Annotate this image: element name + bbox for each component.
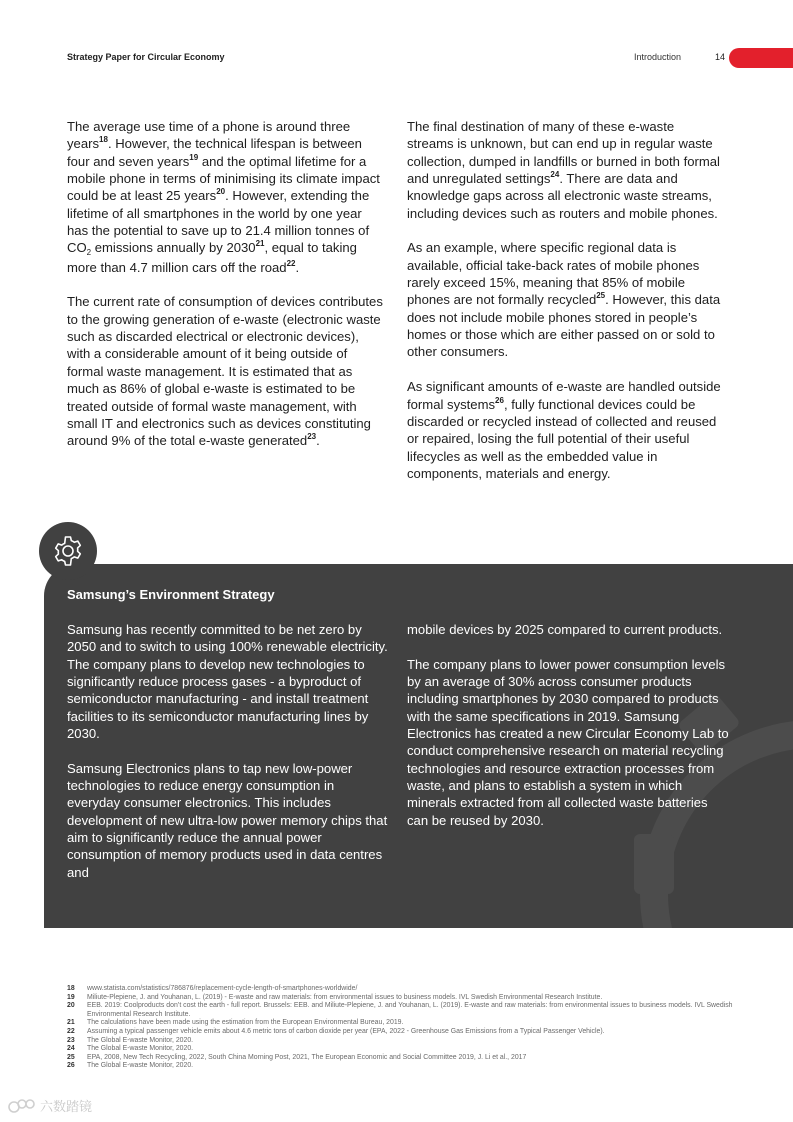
footnote-ref[interactable]: 18 [99,135,108,145]
samsung-strategy-box [44,564,793,928]
footnote-item: 25 EPA, 2008, New Tech Recycling, 2022, South China Morning Post, 2021, The European Economic and Social Committee 2019, J. Li et al., 2017 [67,1053,527,1061]
footnote-item: 24 The Global E-waste Monitor, 2020. [67,1045,194,1053]
gear-badge [39,522,97,580]
footnotes [67,985,735,1071]
watermark-logo-icon [8,1098,36,1114]
footnote-ref[interactable]: 20 [216,187,226,197]
footnote-item: 20 EEB. 2019: Coolproducts don’t cost the earth - full report. Brussels: EEB. and Miliute-Plepiene, J. and Youhanan, L. (2019). E-waste and raw materials: from environmental issues to business models. IVL Swedish Environmental Research Institute. [67,1002,733,1018]
left-text-column [67,118,383,467]
footnote-item: 22 Assuming a typical passenger vehicle emits about 4.6 metric tons of carbon dioxide per year (EPA, 2022 - Greenhouse Gas Emissions from a Typical Passenger Vehicle). [67,1027,605,1035]
box-right-column [407,621,729,846]
right-text-column [407,118,723,500]
footnote-ref[interactable]: 19 [189,152,199,162]
footnote-ref[interactable]: 23 [307,432,317,442]
subscript: 2 [86,248,92,258]
box-paragraph: The company plans to lower power consumption levels by an average of 30% across consumer products including smartphones by 2030 compared to products with the same specifications in 2019. Samsung Electronics has created a new Circular Economy Lab to conduct comprehensive research on material recycling technologies and resource extraction processes from waste, and plans to establish a system in which minerals extracted from all collected waste batteries can be reused by 2030. [407,656,729,828]
footnote-ref[interactable]: 24 [550,170,560,180]
section-accent-tab [729,48,793,68]
box-paragraph: Samsung Electronics plans to tap new low-power technologies to reduce energy consumption in everyday consumer electronics. This includes development of new ultra-low power memory chips that aim to significantly reduce the annual power consumption of memory products used in data centres and [67,760,388,880]
paragraph-take-back-rates: As an example, where specific regional data is available, official take-back rates of mobile phones rarely exceed 15%, meaning that 85% of mobile phones are not formally recycled$^{25}$. However, this data does not include mobile phones stored in people’s homes or those which are either passed on or sold to other consumers. [407,240,721,360]
footnote-item: 26 The Global E-waste Monitor, 2020. [67,1062,194,1070]
section-label: Introduction [634,52,682,62]
paragraph-phone-lifetime: The average use time of a phone is around three years$^{18}$. However, the technical lifespan is between four and seven years$^{19}$ and the optimal lifetime for a mobile phone in terms of minimising its climate impact could be at least 25 years$^{20}$. However, extending the lifetime of all smartphones in the world by one year has the potential to save up to 21.4 million tonnes of $CO_2$ emissions annually by 2030$^{21}$, equal to taking more than 4.7 million cars off the road$^{22}$. [67,119,380,275]
paragraph-ewaste-destination: The final destination of many of these e-waste streams is unknown, but can end up in regular waste collection, dumped in landfills or burned in both formal and unregulated settings$^{24}$. There are data and knowledge gaps across all electronic waste streams, including devices such as routers and mobile phones. [407,119,720,221]
watermark [8,1096,92,1115]
footnote-ref[interactable]: 21 [255,239,265,249]
footnote-item: 19 Miliute-Plepiene, J. and Youhanan, L. (2019) - E-waste and raw materials: from environmental issues to business models. IVL Swedish Environmental Research Institute. [67,993,603,1001]
page-number: 14 [715,52,726,62]
watermark-text: 六数踏镜 [40,1099,93,1114]
footnote-ref[interactable]: 25 [596,291,606,301]
box-left-column [67,621,389,899]
footnote-item: 21 The calculations have been made using the estimation from the European Environmental Bureau, 2019. [67,1019,404,1027]
box-title: Samsung’s Environment Strategy [67,587,275,602]
box-paragraph: Samsung has recently committed to be net zero by 2050 and to switch to using 100% renewable electricity. The company plans to develop new technologies to significantly reduce process gases - a byproduct of semiconductor manufacturing - and install treatment facilities to its semiconductor manufacturing lines by 2030. [67,622,388,742]
footnote-item: 23 The Global E-waste Monitor, 2020. [67,1036,194,1044]
paragraph-consumption-rate: The current rate of consumption of devices contributes to the growing generation of e-waste (electronic waste such as discarded electrical or electronic devices), with a considerable amount of it being outside of formal waste management. It is estimated that as much as 86% of global e-waste is estimated to be treated outside of formal waste management, with small IT and electronics such as devices constituting around 9% of the total e-waste generated$^{23}$. [67,294,383,449]
paragraph-informal-handling: As significant amounts of e-waste are handled outside formal systems$^{26}$, fully functional devices could be discarded or recycled instead of collected and reused or repaired, losing the full potential of their useful lifecycles as well as the embedded value in components, materials and energy. [407,379,721,481]
footnote-ref[interactable]: 22 [286,258,296,268]
footnote-item: 18 www.statista.com/statistics/786876/replacement-cycle-length-of-smartphones-worldwide/ [67,985,735,994]
footnote-ref[interactable]: 26 [495,395,504,405]
box-paragraph: mobile devices by 2025 compared to current products. [407,622,723,637]
gear-icon [51,534,85,568]
document-title: Strategy Paper for Circular Economy [67,52,225,62]
footnote-link[interactable]: www.statista.com/statistics/786876/replacement-cycle-length-of-smartphones-worldwide/ [87,985,358,992]
